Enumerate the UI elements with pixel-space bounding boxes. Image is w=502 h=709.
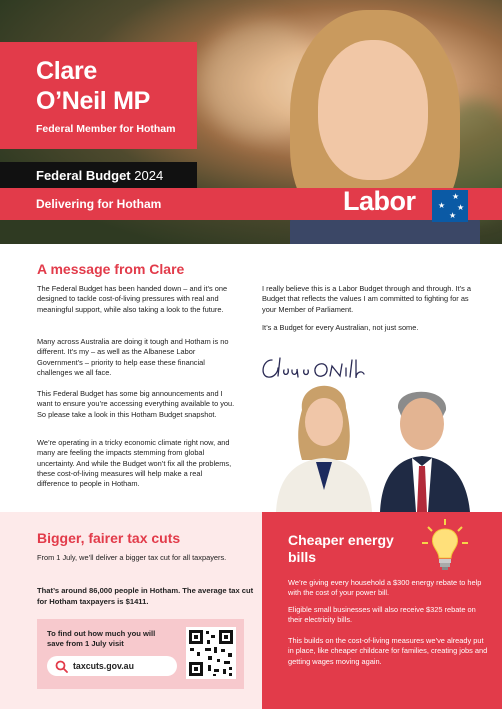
tax-cuts-title: Bigger, fairer tax cuts xyxy=(37,530,181,546)
member-last-name: O’Neil MP xyxy=(36,87,150,115)
signature-icon xyxy=(258,352,368,382)
search-icon xyxy=(55,660,68,673)
delivering-label: Delivering for Hotham xyxy=(36,197,162,211)
star-icon: ★ xyxy=(457,203,465,212)
labor-logo: Labor xyxy=(343,186,416,216)
southern-cross-flag-icon xyxy=(432,190,468,222)
leaders-photo xyxy=(262,380,502,512)
energy-paragraph-2: Eligible small businesses will also receive $325 rebate on their electricity bills. xyxy=(288,605,476,625)
leaders-photo-drawing xyxy=(262,380,502,512)
star-icon: ★ xyxy=(438,201,446,210)
energy-paragraph-1: We’re giving every household a $300 energy rebate to help with the cost of your power bill. xyxy=(288,578,482,598)
qr-code-icon xyxy=(186,627,236,679)
message-paragraph-3: This Federal Budget has some big announcements and I want to ensure you’re accessing everything available to you. So please take a look in this Hotham Budget snapshot. xyxy=(37,389,235,419)
tax-cuts-highlight: That’s around 86,000 people in Hotham. The average tax cut for Hotham taxpayers is $1411. xyxy=(37,586,254,606)
taxcuts-link-text[interactable]: taxcuts.gov.au xyxy=(73,661,134,671)
message-paragraph-1: The Federal Budget has been handed down – and it’s one designed to tackle cost-of-living pressures with real and meaningful support, while also taking a look to the future. xyxy=(37,284,228,314)
budget-year: 2024 xyxy=(134,168,164,183)
message-paragraph-6: It’s a Budget for every Australian, not just some. xyxy=(262,323,419,332)
member-first-name: Clare xyxy=(36,57,98,85)
budget-label xyxy=(36,168,163,183)
star-icon: ★ xyxy=(449,211,457,220)
light-bulb-icon xyxy=(420,517,470,573)
qr-code-drawing xyxy=(186,627,236,679)
tax-cuts-body: From 1 July, we’ll deliver a bigger tax cut for all taxpayers. xyxy=(37,553,227,562)
energy-paragraph-3: This builds on the cost-of-living measures we’ve already put in place, like cheaper childcare for families, creating jobs and getting wages moving again. xyxy=(288,636,488,666)
portrait-face xyxy=(318,40,428,180)
message-paragraph-4: We’re operating in a tricky economic climate right now, and many are feeling the impacts stemming from global uncertainty. And while the Budget won’t fix all the problems, these cost-of-living measures will help make a real difference to people in Hotham. xyxy=(37,438,232,489)
tax-callout-text: To find out how much you will save from 1 July visit xyxy=(47,629,156,648)
member-subtitle: Federal Member for Hotham xyxy=(36,123,176,135)
message-paragraph-5: I really believe this is a Labor Budget through and through. It’s a Budget that reflects the values I am committed to fighting for as your Member of Parliament. xyxy=(262,284,471,314)
energy-title: Cheaper energy bills xyxy=(288,532,394,565)
star-icon: ★ xyxy=(452,192,460,201)
budget-label-bold: Federal Budget xyxy=(36,168,131,183)
message-paragraph-2: Many across Australia are doing it tough and Hotham is no different. It’s my – as well as the Albanese Labor Government’s – priority to help ease these financial challenges we all face. xyxy=(37,337,229,377)
message-title: A message from Clare xyxy=(37,261,185,277)
